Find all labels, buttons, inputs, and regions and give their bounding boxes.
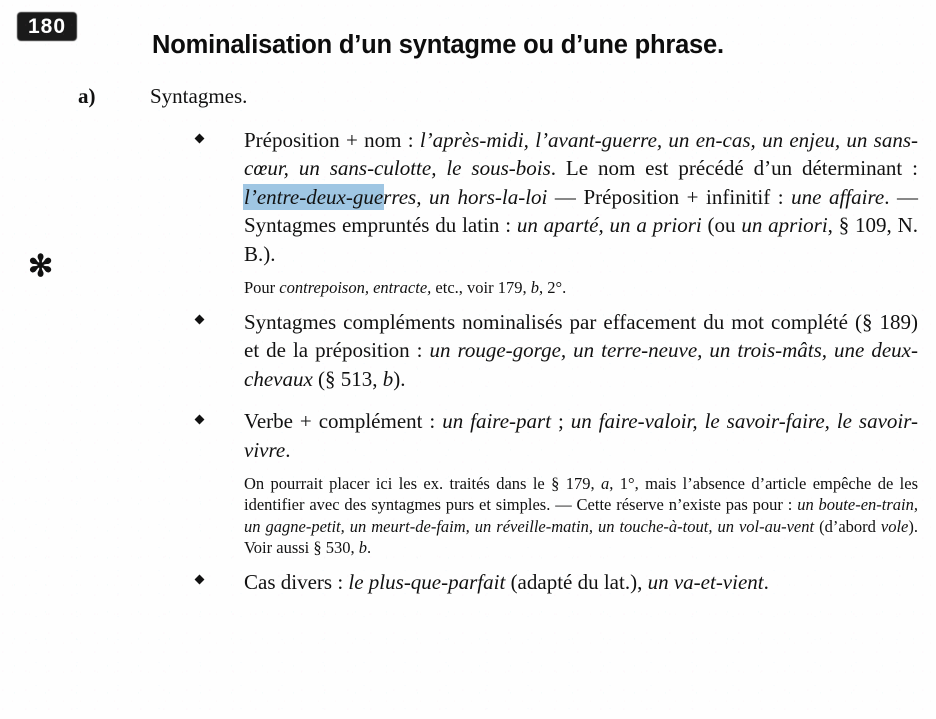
roman-run: .: [763, 569, 769, 594]
bullet-item: [196, 126, 918, 268]
remark-paragraph: [244, 473, 918, 559]
roman-run: . — Syntagmes empruntés du latin :: [244, 184, 918, 238]
bullet-text: [244, 407, 918, 464]
subsection-heading: [78, 84, 478, 109]
italic-run: un rouge-gorge, un terre-neuve, un trois-mâts, une deux-chevaux: [244, 338, 918, 391]
italic-run: un va-et-vient: [647, 569, 764, 594]
roman-run: etc., voir 179,: [431, 278, 531, 298]
bullet-text: [244, 568, 918, 596]
italic-run: a: [601, 473, 610, 493]
italic-run: un faire-part: [442, 409, 552, 434]
roman-run: (d’abord: [814, 516, 881, 536]
italic-run: le plus-que-parfait: [348, 569, 506, 594]
italic-run: b: [382, 366, 394, 391]
body-column: [196, 126, 918, 610]
italic-run: un aparté, un a priori: [516, 213, 702, 238]
section-number-badge: 180: [18, 13, 76, 40]
roman-run: Verbe + complément :: [244, 409, 443, 434]
roman-run: , § 109, N. B.).: [244, 213, 919, 266]
roman-run: .: [285, 437, 291, 462]
bullet-diamond-icon: [196, 412, 206, 427]
roman-run: (§ 513,: [312, 366, 383, 391]
bullet-item: [196, 568, 918, 596]
italic-run: b: [358, 538, 367, 558]
subsection-letter: a): [78, 84, 96, 108]
subsection-label: Syntagmes.: [150, 84, 248, 108]
bullet-diamond-icon: [196, 572, 206, 587]
roman-run: . Le nom est précédé d’un déterminant :: [550, 156, 918, 181]
italic-run: l’après-midi, l’avant-guerre, un en-cas, un enjeu, un sans-cœur, un sans-culotte, le sous-bois: [244, 128, 918, 181]
roman-run: (ou: [701, 213, 742, 238]
page-title: Nominalisation d’un syntagme ou d’une phrase.: [152, 31, 724, 60]
italic-run: un apriori: [741, 213, 828, 238]
italic-run: une affaire: [791, 184, 885, 209]
roman-run: , 2°.: [538, 278, 567, 298]
roman-run: Pour: [244, 278, 280, 298]
roman-run: Syntagmes compléments nominalisés par effacement du mot complété (§ 189) et de la préposition :: [244, 309, 918, 363]
roman-run: On pourrait placer ici les ex. traités dans le § 179,: [244, 473, 602, 493]
block-spacer: [196, 598, 918, 610]
roman-run: ). Voir aussi § 530,: [244, 516, 918, 558]
italic-run: b: [530, 278, 539, 298]
roman-run: , 1°, mais l’absence d’article empêche de les identifier avec des syntagmes purs et simples. — Cette réserve n’existe pas pour :: [244, 473, 918, 515]
remark-paragraph: [244, 277, 918, 298]
italic-run: rres, un hors-la-loi: [383, 184, 548, 209]
roman-run: ;: [551, 409, 571, 434]
bullet-item: [196, 407, 918, 464]
roman-run: (adapté du lat.),: [505, 569, 648, 594]
italic-run: un boute-en-train, un gagne-petit, un meurt-de-faim, un réveille-matin, un touche-à-tout, un vol-au-vent: [244, 495, 918, 536]
roman-run: .: [367, 538, 372, 558]
block-spacer: [196, 395, 918, 407]
bullet-diamond-icon: [196, 131, 206, 146]
bullet-text: [244, 308, 918, 393]
italic-run: un faire-valoir, le savoir-faire, le savoir-vivre: [244, 409, 918, 462]
roman-run: Cas divers :: [244, 569, 349, 594]
roman-run: Préposition + nom :: [244, 128, 420, 152]
margin-asterisk-mark: ✻: [28, 250, 54, 283]
roman-run: — Préposition + infinitif :: [547, 184, 792, 209]
highlighted-italic-run: l’entre-deux-gue: [244, 184, 384, 209]
italic-run: vole: [880, 516, 909, 536]
bullet-item: [196, 308, 918, 393]
italic-run: contrepoison, entracte,: [279, 278, 432, 298]
roman-run: ).: [393, 366, 406, 391]
bullet-text: [244, 126, 918, 268]
bullet-diamond-icon: [196, 312, 206, 327]
